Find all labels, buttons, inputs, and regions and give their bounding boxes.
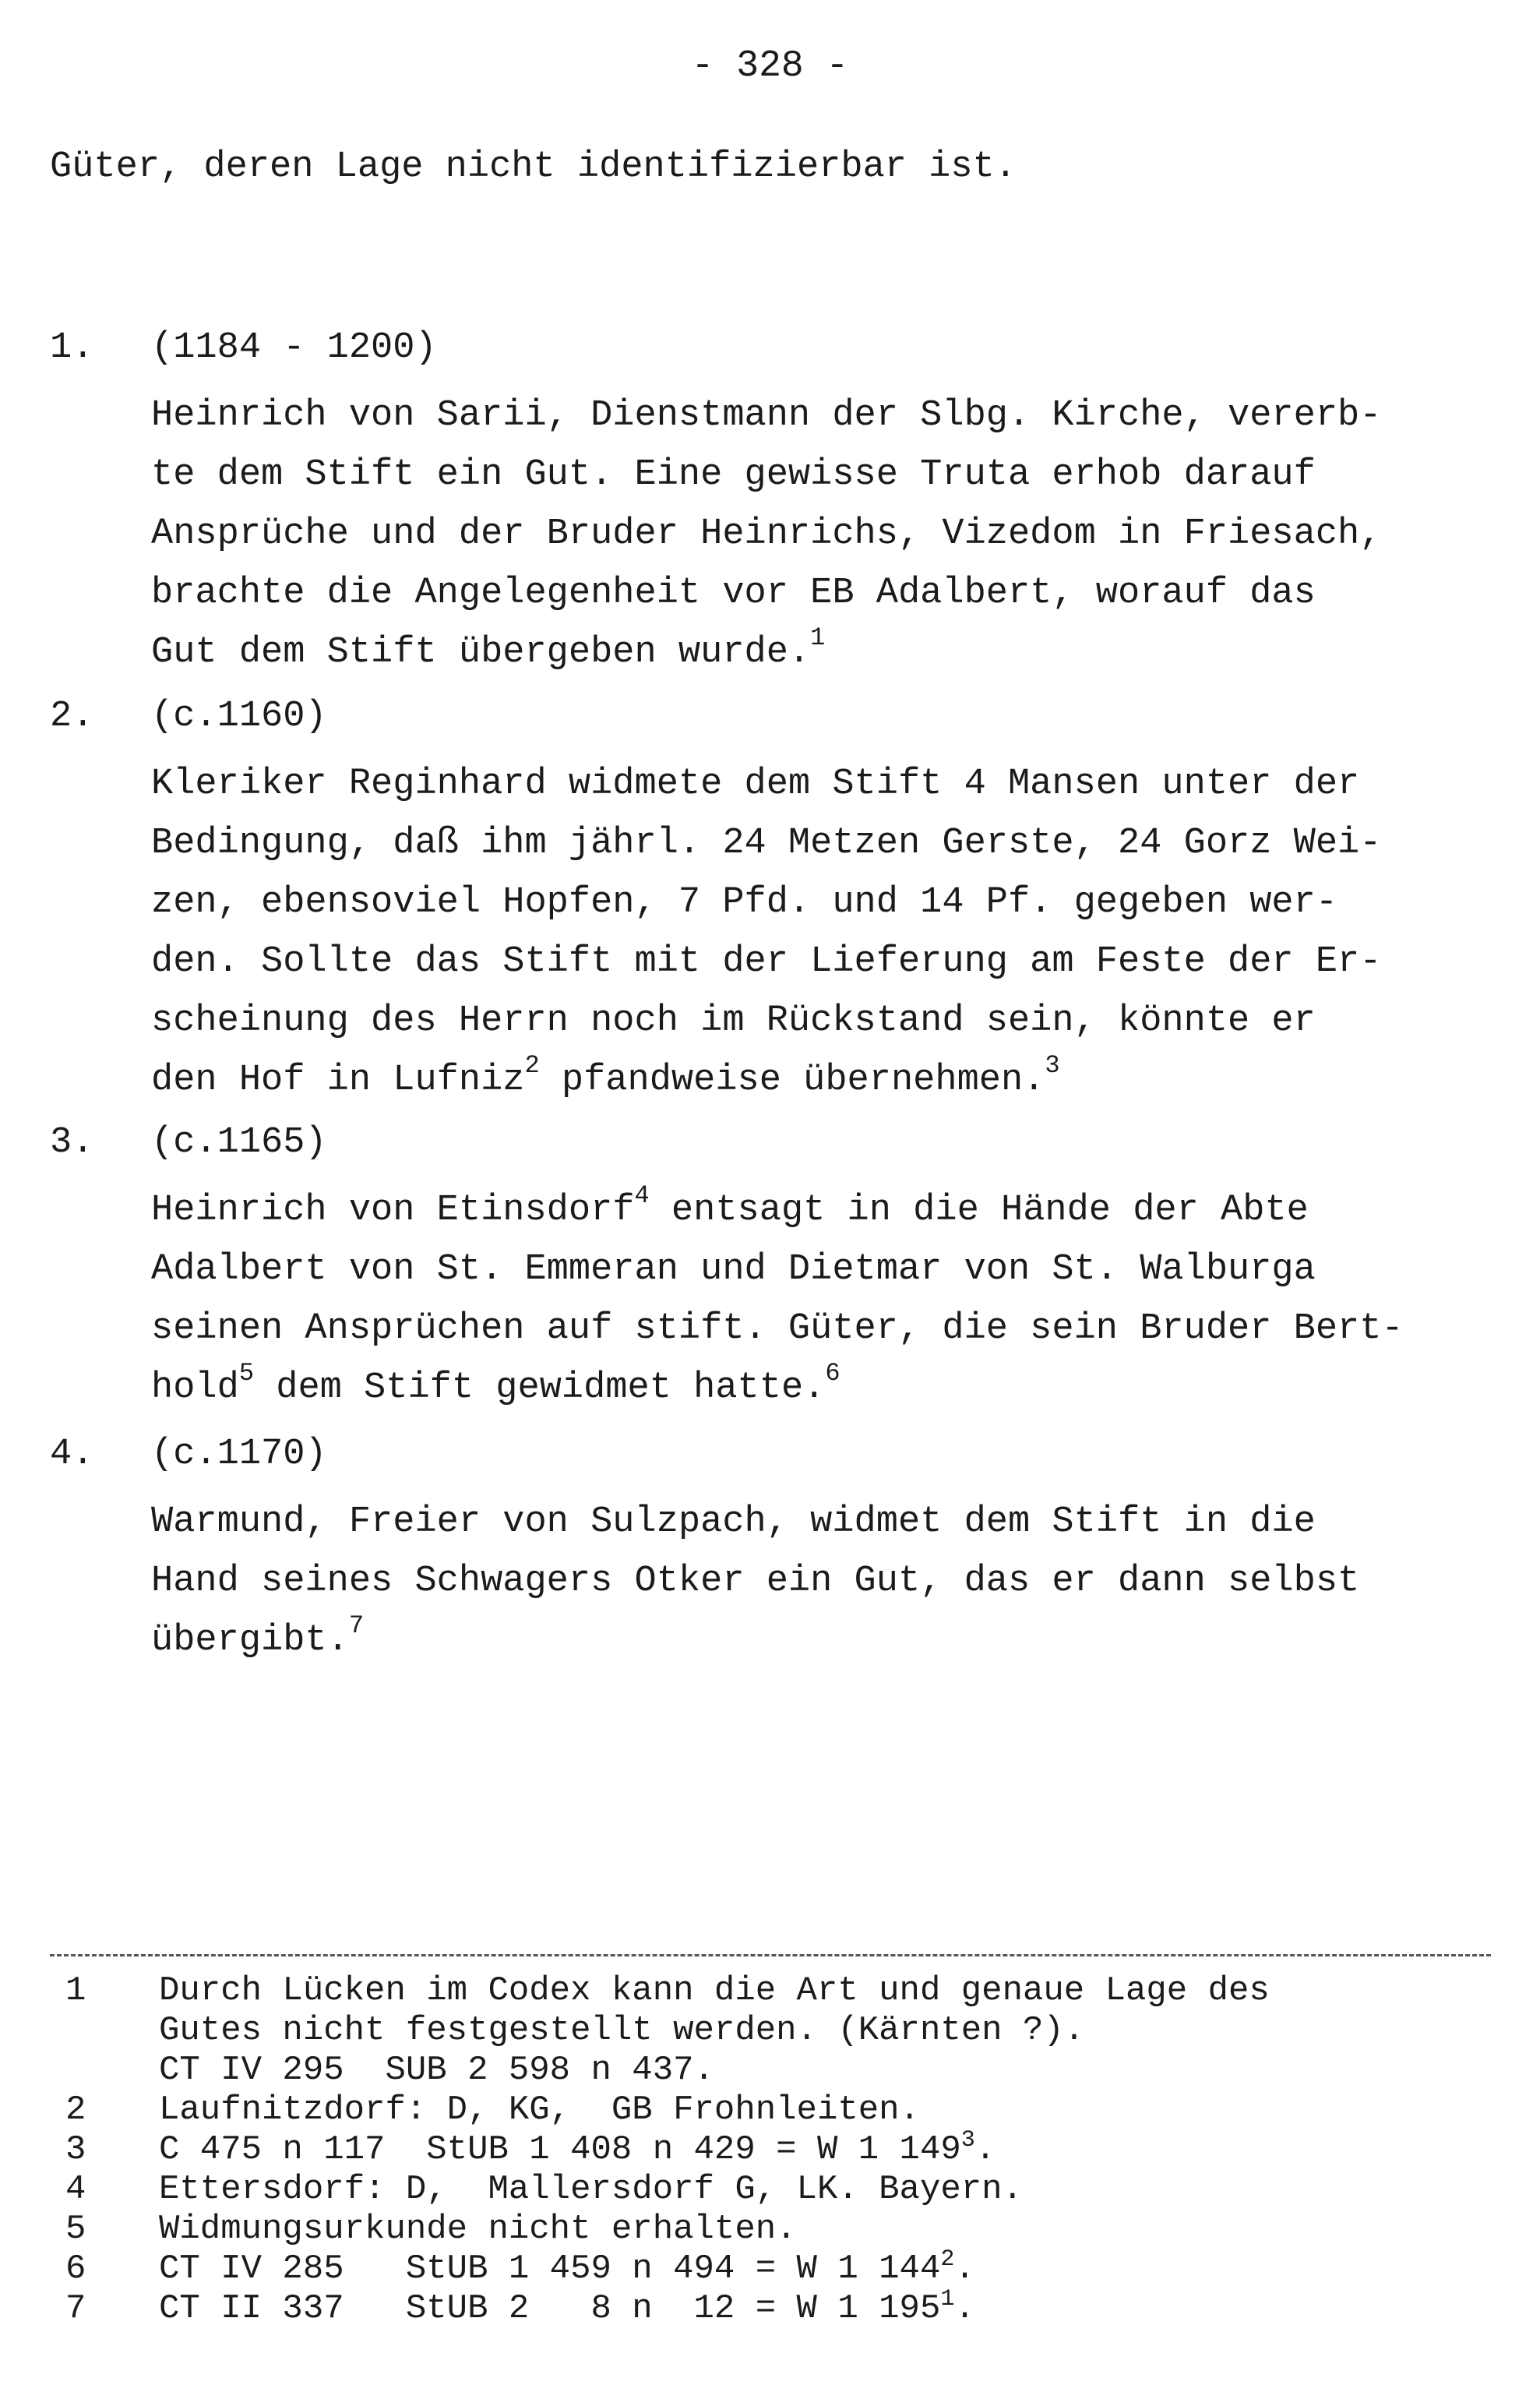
entry-line-text: dem Stift gewidmet hatte.: [254, 1367, 826, 1409]
entry-line: seinen Ansprüchen auf stift. Güter, die sein Bruder Bert-: [151, 1308, 1404, 1350]
footnote: [50, 1971, 1499, 2011]
footnote-text-wrap: [159, 2286, 975, 2329]
footnote-text: CT IV 285 StUB 1 459 n 494 = W 1 144: [159, 2249, 941, 2288]
entry-line-text: pfandweise übernehmen.: [539, 1060, 1045, 1101]
entry-line: Hand seines Schwagers Otker ein Gut, das er dann selbst: [151, 1561, 1360, 1602]
entry-line: zen, ebensoviel Hopfen, 7 Pfd. und 14 Pf. gegeben wer-: [151, 882, 1338, 923]
footnote-text: Widmungsurkunde nicht erhalten.: [159, 2210, 797, 2249]
footnote-ref: 3: [1045, 1051, 1060, 1080]
footnote-text: Durch Lücken im Codex kann die Art und genaue Lage des: [159, 1971, 1270, 2010]
footnote-text-end: .: [954, 2249, 975, 2288]
entry-line: [151, 623, 1381, 683]
footnote-divider: [50, 1954, 1491, 1956]
entry-line: brachte die Angelegenheit vor EB Adalbert, worauf das: [151, 573, 1316, 614]
entry-text: [151, 1181, 1404, 1418]
footnote-number: 2: [65, 2090, 86, 2129]
entry-line: scheinung des Herrn noch im Rückstand sein, könnte er: [151, 1000, 1316, 1042]
entry-number: 4.: [50, 1434, 94, 1475]
footnote: [50, 2246, 1499, 2289]
footnote-sup: 3: [960, 2127, 975, 2154]
footnote-ref: 2: [524, 1051, 540, 1080]
entry-line: Kleriker Reginhard widmete dem Stift 4 Mansen unter der: [151, 764, 1360, 805]
entry-date: (c.1160): [151, 696, 327, 737]
footnote-text-end: .: [974, 2130, 996, 2169]
footnote-ref: 7: [348, 1611, 365, 1640]
footnote-text-wrap: [159, 2246, 975, 2289]
footnote-text: Laufnitzdorf: D, KG, GB Frohnleiten.: [159, 2090, 920, 2129]
footnote: [50, 2127, 1499, 2170]
footnote: [50, 2090, 1499, 2130]
entry-line: Warmund, Freier von Sulzpach, widmet dem Stift in die: [151, 1501, 1316, 1543]
footnote-text: C 475 n 117 StUB 1 408 n 429 = W 1 149: [159, 2130, 961, 2169]
footnote: [50, 2210, 1499, 2249]
footnote-number: 5: [65, 2210, 86, 2249]
footnote-number: 3: [65, 2130, 86, 2169]
entry-line: Ansprüche und der Bruder Heinrichs, Vizedom in Friesach,: [151, 513, 1382, 555]
footnote: [50, 2286, 1499, 2329]
footnote-ref: 4: [634, 1181, 650, 1210]
footnotes: [50, 1971, 1499, 2329]
footnote-number: 7: [65, 2289, 86, 2328]
entry-line-text: Gut dem Stift übergeben wurde.: [151, 632, 811, 673]
entry-number: 1.: [50, 327, 94, 369]
footnote-number: 4: [65, 2170, 86, 2209]
footnote-text: CT II 337 StUB 2 8 n 12 = W 1 195: [159, 2289, 941, 2328]
footnote: [50, 2051, 1499, 2090]
entry-number: 3.: [50, 1122, 94, 1163]
footnote-sup: 2: [940, 2246, 955, 2273]
entry-line: Bedingung, daß ihm jährl. 24 Metzen Gerste, 24 Gorz Wei-: [151, 823, 1382, 864]
footnote-ref: 5: [238, 1359, 255, 1388]
footnote-ref: 1: [810, 623, 826, 652]
entry-line: [151, 1359, 1404, 1418]
footnote-number: 6: [65, 2249, 86, 2288]
entry-line-text: hold: [151, 1367, 239, 1409]
entry-line: [151, 1611, 1359, 1671]
entry-text: [151, 386, 1381, 683]
footnote-text-end: .: [954, 2289, 975, 2328]
entry-line-text: übergibt.: [151, 1620, 349, 1661]
footnote-text: Gutes nicht festgestellt werden. (Kärnten ?).: [159, 2011, 1085, 2050]
entry-line: den. Sollte das Stift mit der Lieferung am Feste der Er-: [151, 941, 1382, 983]
footnote-text: CT IV 295 SUB 2 598 n 437.: [159, 2051, 714, 2090]
footnote-text: Ettersdorf: D, Mallersdorf G, LK. Bayern.: [159, 2170, 1023, 2209]
footnote: [50, 2011, 1499, 2051]
footnote-sup: 1: [940, 2286, 955, 2313]
entry-number: 2.: [50, 696, 94, 737]
entry-date: (c.1165): [151, 1122, 327, 1163]
page-number: - 328 -: [691, 45, 849, 87]
footnote-number: 1: [65, 1971, 86, 2010]
entry-line: Heinrich von Sarii, Dienstmann der Slbg. Kirche, vererb-: [151, 395, 1382, 436]
entry-line: te dem Stift ein Gut. Eine gewisse Truta erhob darauf: [151, 454, 1316, 496]
entry-date: (c.1170): [151, 1434, 327, 1475]
entry-text: [151, 755, 1381, 1110]
entry-line-text: den Hof in Lufniz: [151, 1060, 525, 1101]
entry-line-text: Heinrich von Etinsdorf: [151, 1190, 635, 1231]
footnote: [50, 2170, 1499, 2210]
entry-text: [151, 1493, 1359, 1671]
entry-line: [151, 1051, 1381, 1110]
section-heading: Güter, deren Lage nicht identifizierbar ist.: [50, 146, 1017, 188]
entry-line: Adalbert von St. Emmeran und Dietmar von St. Walburga: [151, 1249, 1316, 1290]
entry-line: [151, 1181, 1404, 1240]
entry-line-text: entsagt in die Hände der Abte: [649, 1190, 1309, 1231]
entry-date: (1184 - 1200): [151, 327, 437, 369]
footnote-ref: 6: [825, 1359, 840, 1388]
footnote-text-wrap: [159, 2127, 996, 2170]
